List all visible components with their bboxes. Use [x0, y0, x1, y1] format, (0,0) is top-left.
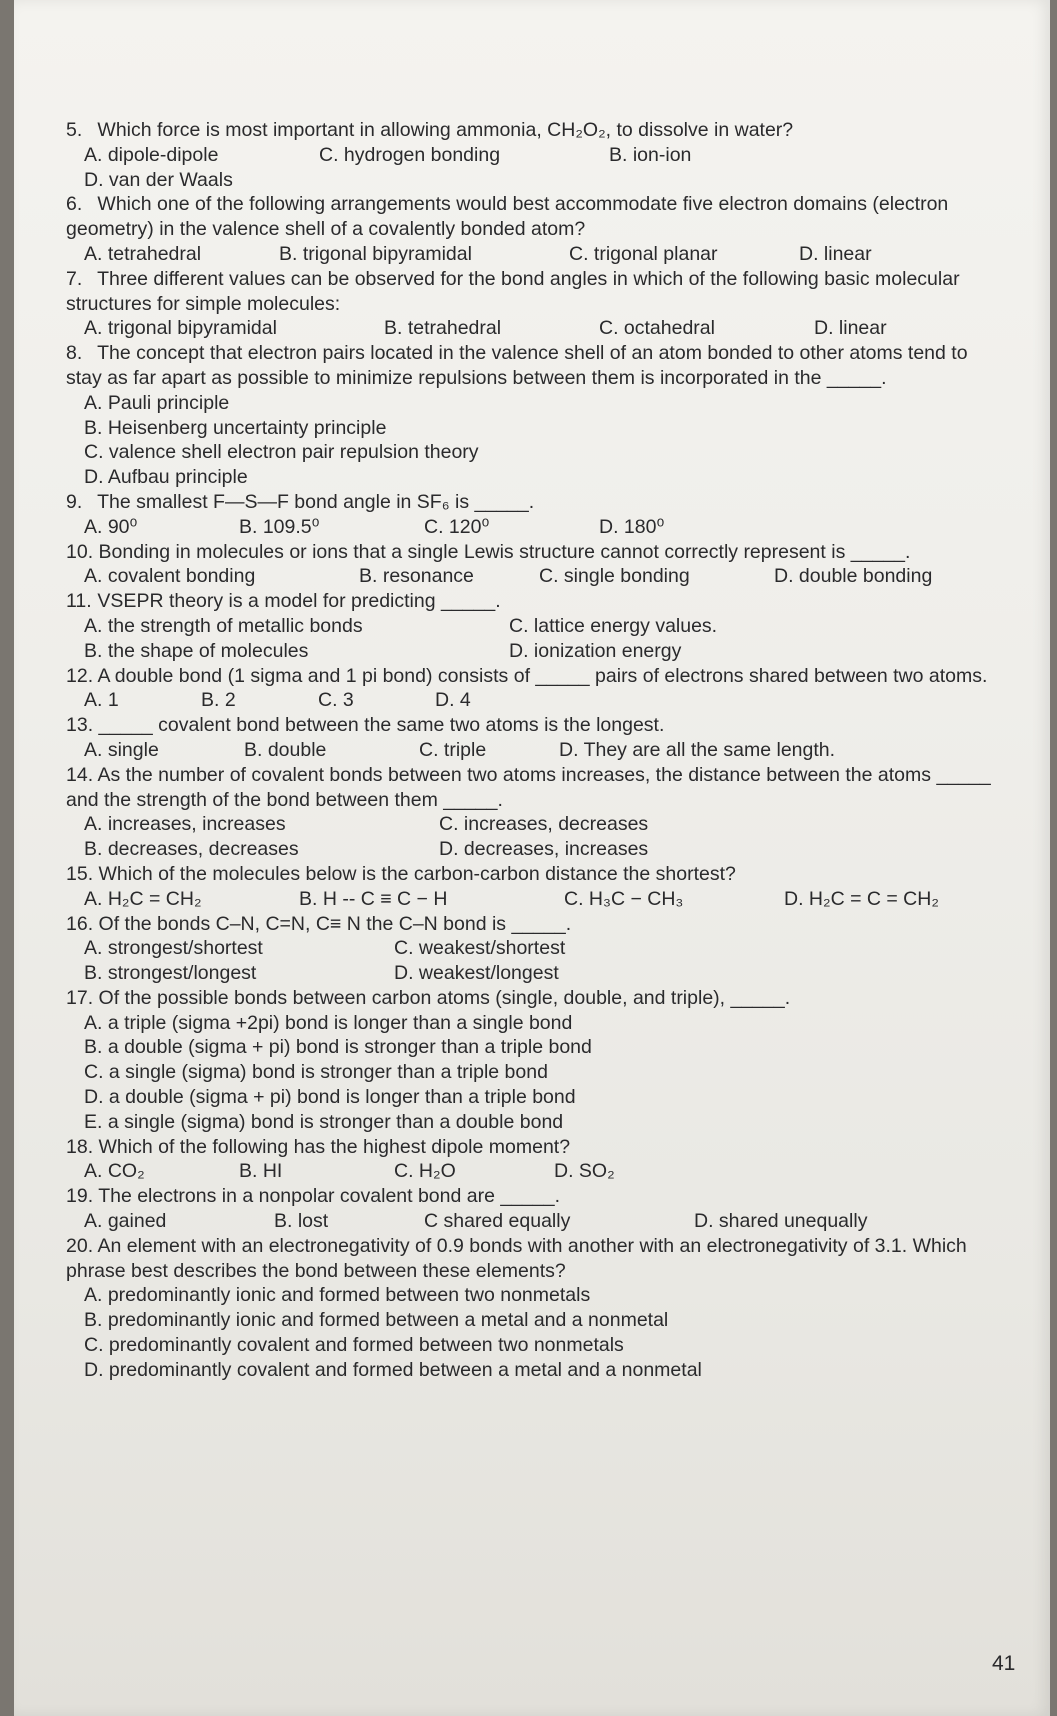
answer-option[interactable]: B. 2: [201, 689, 236, 712]
answer-option[interactable]: D. H₂C = C = CH₂: [784, 887, 939, 910]
answer-option[interactable]: D. shared unequally: [694, 1210, 868, 1233]
answer-options: [66, 143, 844, 193]
question-19: [66, 1184, 1006, 1234]
answer-option[interactable]: C. H₃C − CH₃: [564, 887, 684, 910]
answer-option[interactable]: D. ionization energy: [509, 639, 682, 662]
question-stem: [66, 118, 1006, 143]
answer-option[interactable]: C. trigonal planar: [569, 242, 718, 265]
question-5: [66, 118, 1006, 192]
answer-option[interactable]: C. H₂O: [394, 1160, 456, 1183]
answer-options: [66, 316, 1006, 341]
answer-options: [66, 515, 1006, 540]
answer-option[interactable]: C. increases, decreases: [439, 813, 649, 836]
question-stem: [66, 713, 1006, 738]
answer-option[interactable]: D. They are all the same length.: [559, 738, 836, 761]
question-text: VSEPR theory is a model for predicting _____.: [97, 590, 501, 613]
answer-option[interactable]: D. linear: [814, 317, 887, 340]
answer-options: [66, 738, 1006, 763]
answer-option[interactable]: A. 1: [84, 689, 119, 712]
question-16: [66, 912, 1006, 986]
question-stem: [66, 341, 1006, 391]
answer-option[interactable]: D. a double (sigma + pi) bond is longer than a triple bond: [84, 1086, 576, 1109]
answer-option[interactable]: B. Heisenberg uncertainty principle: [84, 416, 387, 439]
answer-option[interactable]: C. predominantly covalent and formed between two nonmetals: [84, 1334, 624, 1357]
question-number: 13.: [66, 714, 94, 737]
question-text: Of the possible bonds between carbon atoms (single, double, and triple), _____.: [98, 986, 791, 1009]
answer-option[interactable]: A. tetrahedral: [84, 242, 202, 265]
answer-option[interactable]: D. linear: [799, 242, 872, 265]
question-number: 16.: [66, 912, 94, 935]
answer-option[interactable]: A. predominantly ionic and formed between two nonmetals: [84, 1284, 591, 1307]
question-14: [66, 763, 1006, 862]
question-stem: [66, 1234, 1006, 1284]
question-text: Three different values can be observed for the bond angles in which of the following basic molecular structures for simple molecules:: [66, 267, 960, 315]
question-stem: [66, 540, 1006, 565]
question-9: [66, 490, 1006, 540]
answer-option[interactable]: B. predominantly ionic and formed between a metal and a nonmetal: [84, 1309, 669, 1332]
question-text: _____ covalent bond between the same two atoms is the longest.: [98, 714, 665, 737]
question-text: The electrons in a nonpolar covalent bond are _____.: [98, 1185, 561, 1208]
question-stem: [66, 1184, 1006, 1209]
answer-option[interactable]: B. double: [244, 738, 327, 761]
answer-option[interactable]: C shared equally: [424, 1210, 571, 1233]
answer-option[interactable]: C. a single (sigma) bond is stronger than a triple bond: [84, 1061, 548, 1084]
question-stem: [66, 986, 1006, 1011]
question-number: 10.: [66, 540, 94, 563]
answer-option[interactable]: D. double bonding: [774, 565, 933, 588]
answer-option[interactable]: B. ion-ion: [609, 143, 692, 166]
answer-option[interactable]: A. a triple (sigma +2pi) bond is longer than a single bond: [84, 1011, 573, 1034]
question-stem: [66, 192, 1006, 242]
question-number: 8.: [66, 342, 83, 365]
question-text: An element with an electronegativity of 0.9 bonds with another with an electronegativity of 3.1. Which phrase best describes the bond between these elements?: [66, 1234, 967, 1282]
question-stem: [66, 589, 1006, 614]
answer-option[interactable]: C. hydrogen bonding: [319, 143, 501, 166]
answer-option[interactable]: A. strongest/shortest: [84, 937, 263, 960]
answer-option[interactable]: B. trigonal bipyramidal: [279, 242, 472, 265]
question-number: 17.: [66, 986, 94, 1009]
answer-option[interactable]: C. valence shell electron pair repulsion theory: [84, 441, 479, 464]
answer-options: [66, 1011, 1006, 1135]
question-number: 15.: [66, 862, 94, 885]
answer-option[interactable]: D. predominantly covalent and formed between a metal and a nonmetal: [84, 1358, 702, 1381]
answer-option[interactable]: A. CO₂: [84, 1160, 145, 1183]
answer-option[interactable]: B. the shape of molecules: [84, 639, 309, 662]
answer-options: [66, 1283, 1006, 1382]
question-number: 11.: [66, 590, 92, 613]
question-8: [66, 341, 1006, 490]
question-text: Which of the following has the highest dipole moment?: [98, 1135, 571, 1158]
answer-options: [66, 242, 1006, 267]
question-6: [66, 192, 1006, 266]
answer-option[interactable]: C. single bonding: [539, 565, 690, 588]
answer-options: [66, 688, 1006, 713]
answer-option[interactable]: D. SO₂: [554, 1160, 615, 1183]
question-7: [66, 267, 1006, 341]
answer-option[interactable]: D. van der Waals: [84, 168, 233, 191]
answer-option[interactable]: B. 109.5⁰: [239, 515, 320, 538]
answer-option[interactable]: A. dipole-dipole: [84, 143, 219, 166]
question-number: 18.: [66, 1135, 94, 1158]
answer-option[interactable]: A. gained: [84, 1210, 167, 1233]
answer-option[interactable]: D. Aufbau principle: [84, 466, 248, 489]
question-number: 20.: [66, 1234, 94, 1257]
answer-options: [66, 936, 844, 986]
answer-options: [66, 391, 1006, 490]
answer-option[interactable]: B. HI: [239, 1160, 283, 1183]
question-11: [66, 589, 1006, 663]
answer-options: [66, 564, 1006, 589]
question-text: Which of the molecules below is the carbon-carbon distance the shortest?: [98, 862, 736, 885]
question-text: As the number of covalent bonds between two atoms increases, the distance between the atoms _____ and the strength of the bond between them _____.: [66, 763, 991, 811]
question-13: [66, 713, 1006, 763]
answer-option[interactable]: B. strongest/longest: [84, 962, 257, 985]
answer-option[interactable]: A. 90⁰: [84, 515, 138, 538]
question-number: 9.: [66, 490, 83, 513]
question-20: [66, 1234, 1006, 1383]
question-10: [66, 540, 1006, 590]
answer-option[interactable]: A. H₂C = CH₂: [84, 887, 202, 910]
question-15: [66, 862, 1006, 912]
question-stem: [66, 1135, 1006, 1160]
question-stem: [66, 912, 1006, 937]
answer-option[interactable]: C. octahedral: [599, 317, 715, 340]
answer-option[interactable]: B. a double (sigma + pi) bond is stronger than a triple bond: [84, 1036, 592, 1059]
answer-option[interactable]: B. H -- C ≡ C − H: [299, 887, 448, 910]
question-number: 19.: [66, 1185, 94, 1208]
question-text: Bonding in molecules or ions that a single Lewis structure cannot correctly represent is _____.: [98, 540, 911, 563]
answer-option[interactable]: A. the strength of metallic bonds: [84, 614, 363, 637]
answer-options: [66, 1159, 1006, 1184]
answer-option[interactable]: A. trigonal bipyramidal: [84, 317, 277, 340]
question-text: A double bond (1 sigma and 1 pi bond) consists of _____ pairs of electrons shared between two atoms.: [97, 664, 988, 687]
question-12: [66, 664, 1006, 714]
answer-options: [66, 614, 844, 664]
answer-option[interactable]: C. triple: [419, 738, 487, 761]
question-stem: [66, 267, 1006, 317]
answer-option[interactable]: B. decreases, decreases: [84, 838, 299, 861]
answer-option[interactable]: C. 3: [318, 689, 354, 712]
question-number: 12.: [66, 664, 94, 687]
question-stem: [66, 490, 1006, 515]
question-text: The concept that electron pairs located in the valence shell of an atom bonded to other atoms tend to stay as far apart as possible to minimize repulsions between them is incorporated in the _____.: [66, 342, 968, 389]
answer-options: [66, 1209, 1006, 1234]
question-text: The smallest F—S—F bond angle in SF₆ is _____.: [97, 490, 535, 513]
question-stem: [66, 763, 1006, 813]
answer-option[interactable]: C. lattice energy values.: [509, 614, 718, 637]
answer-option[interactable]: B. tetrahedral: [384, 317, 502, 340]
question-17: [66, 986, 1006, 1135]
answer-options: [66, 812, 844, 862]
question-number: 14.: [66, 763, 94, 786]
question-text: Which one of the following arrangements would best accommodate five electron domains (electron geometry) in the valence shell of a covalently bonded atom?: [66, 193, 949, 241]
question-18: [66, 1135, 1006, 1185]
worksheet-page: [14, 0, 1050, 1716]
question-number: 6.: [66, 193, 83, 216]
question-text: Of the bonds C–N, C=N, C≡ N the C–N bond is _____.: [98, 912, 572, 935]
answer-option[interactable]: A. Pauli principle: [84, 391, 230, 414]
question-text: Which force is most important in allowing ammonia, CH₂O₂, to dissolve in water?: [97, 119, 794, 141]
answer-option[interactable]: A. increases, increases: [84, 813, 286, 836]
question-list: [66, 118, 1006, 1383]
answer-option[interactable]: B. resonance: [359, 565, 474, 588]
answer-option[interactable]: B. lost: [274, 1210, 329, 1233]
answer-option[interactable]: A. single: [84, 738, 159, 761]
question-stem: [66, 862, 1006, 887]
answer-option[interactable]: D. 180⁰: [599, 515, 665, 538]
answer-option[interactable]: D. 4: [435, 689, 471, 712]
page-number: 41: [992, 1652, 1016, 1675]
answer-options: [66, 887, 1006, 912]
answer-option[interactable]: D. decreases, increases: [439, 838, 649, 861]
question-stem: [66, 664, 1006, 689]
answer-option[interactable]: E. a single (sigma) bond is stronger than a double bond: [84, 1110, 564, 1133]
question-number: 5.: [66, 119, 83, 141]
question-number: 7.: [66, 267, 83, 290]
answer-option[interactable]: C. 120⁰: [424, 515, 490, 538]
answer-option[interactable]: C. weakest/shortest: [394, 937, 566, 960]
answer-option[interactable]: A. covalent bonding: [84, 565, 256, 588]
answer-option[interactable]: D. weakest/longest: [394, 962, 559, 985]
